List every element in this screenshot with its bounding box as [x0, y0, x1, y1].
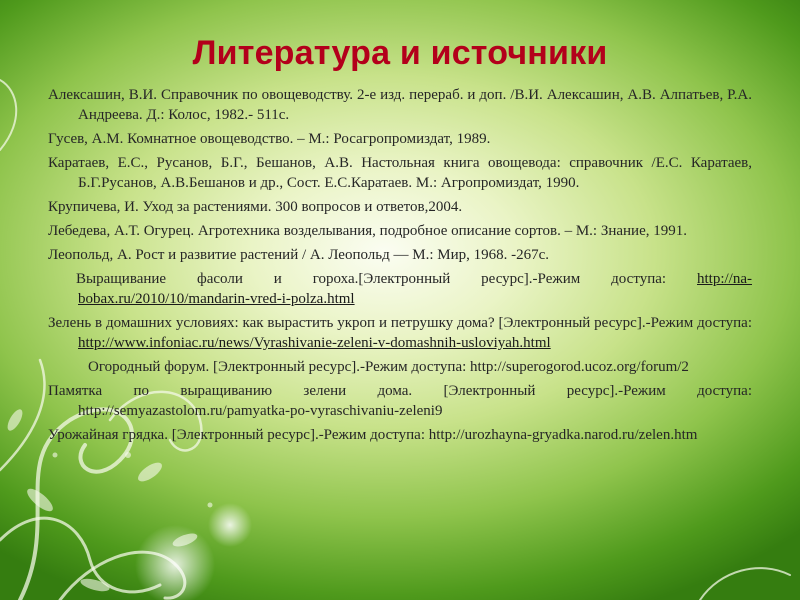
reference-text: Каратаев, Е.С., Русанов, Б.Г., Бешанов, А.В. Настольная книга овощевода: справочник /Е.С. Каратаев, Б.Г.Русанов, А.В.Бешанов и др., Сост. Е.С.Каратаев. М.: Агропромиздат, 1990. [48, 155, 752, 191]
reference-text: Урожайная грядка. [Электронный ресурс].-Режим доступа: [48, 427, 429, 443]
reference-url: http://semyazastolom.ru/pamyatka-po-vyraschivaniu-zeleni9 [78, 403, 443, 419]
reference-text: Гусев, А.М. Комнатное овощеводство. – М.: Росагропромиздат, 1989. [48, 131, 491, 147]
reference-item [48, 221, 752, 241]
reference-text: Выращивание фасоли и гороха.[Электронный ресурс].-Режим доступа: [76, 271, 697, 287]
reference-text: Крупичева, И. Уход за растениями. 300 вопросов и ответов,2004. [48, 199, 463, 215]
references-list [48, 85, 752, 449]
reference-text: Леопольд, А. Рост и развитие растений / А. Леопольд — М.: Мир, 1968. -267с. [48, 247, 550, 263]
page-title: Литература и источники [192, 34, 608, 72]
reference-item [48, 269, 752, 309]
reference-item [48, 153, 752, 193]
reference-text: Зелень в домашних условиях: как вырастить укроп и петрушку дома? [Электронный ресурс].-Режим доступа: [48, 315, 752, 331]
reference-text: Лебедева, А.Т. Огурец. Агротехника возделывания, подробное описание сортов. – М.: Знание, 1991. [48, 223, 687, 239]
reference-item [48, 197, 752, 217]
reference-link[interactable]: http://na-bobax.ru/2010/10/mandarin-vred-i-polza.html [78, 271, 752, 307]
reference-link[interactable]: http://www.infoniac.ru/news/Vyrashivanie-zeleni-v-domashnih-usloviyah.html [78, 335, 551, 351]
reference-item [48, 313, 752, 353]
reference-text: Огородный форум. [Электронный ресурс].-Режим доступа: [88, 359, 471, 375]
reference-text: Памятка по выращиванию зелени дома. [Электронный ресурс].-Режим доступа: [48, 383, 752, 399]
reference-url: http://urozhayna-gryadka.narod.ru/zelen.htm [428, 427, 698, 443]
reference-item [48, 245, 752, 265]
reference-item [48, 381, 752, 421]
reference-item [48, 85, 752, 125]
reference-url: http://superogorod.ucoz.org/forum/2 [470, 359, 689, 375]
reference-item [48, 425, 752, 445]
reference-item [48, 129, 752, 149]
reference-item [48, 357, 752, 377]
reference-text: Алексашин, В.И. Справочник по овощеводству. 2-е изд. перераб. и доп. /В.И. Алексашин, А.В. Алпатьев, Р.А. Андреева. Д.: Колос, 1982.- 511с. [48, 87, 752, 123]
